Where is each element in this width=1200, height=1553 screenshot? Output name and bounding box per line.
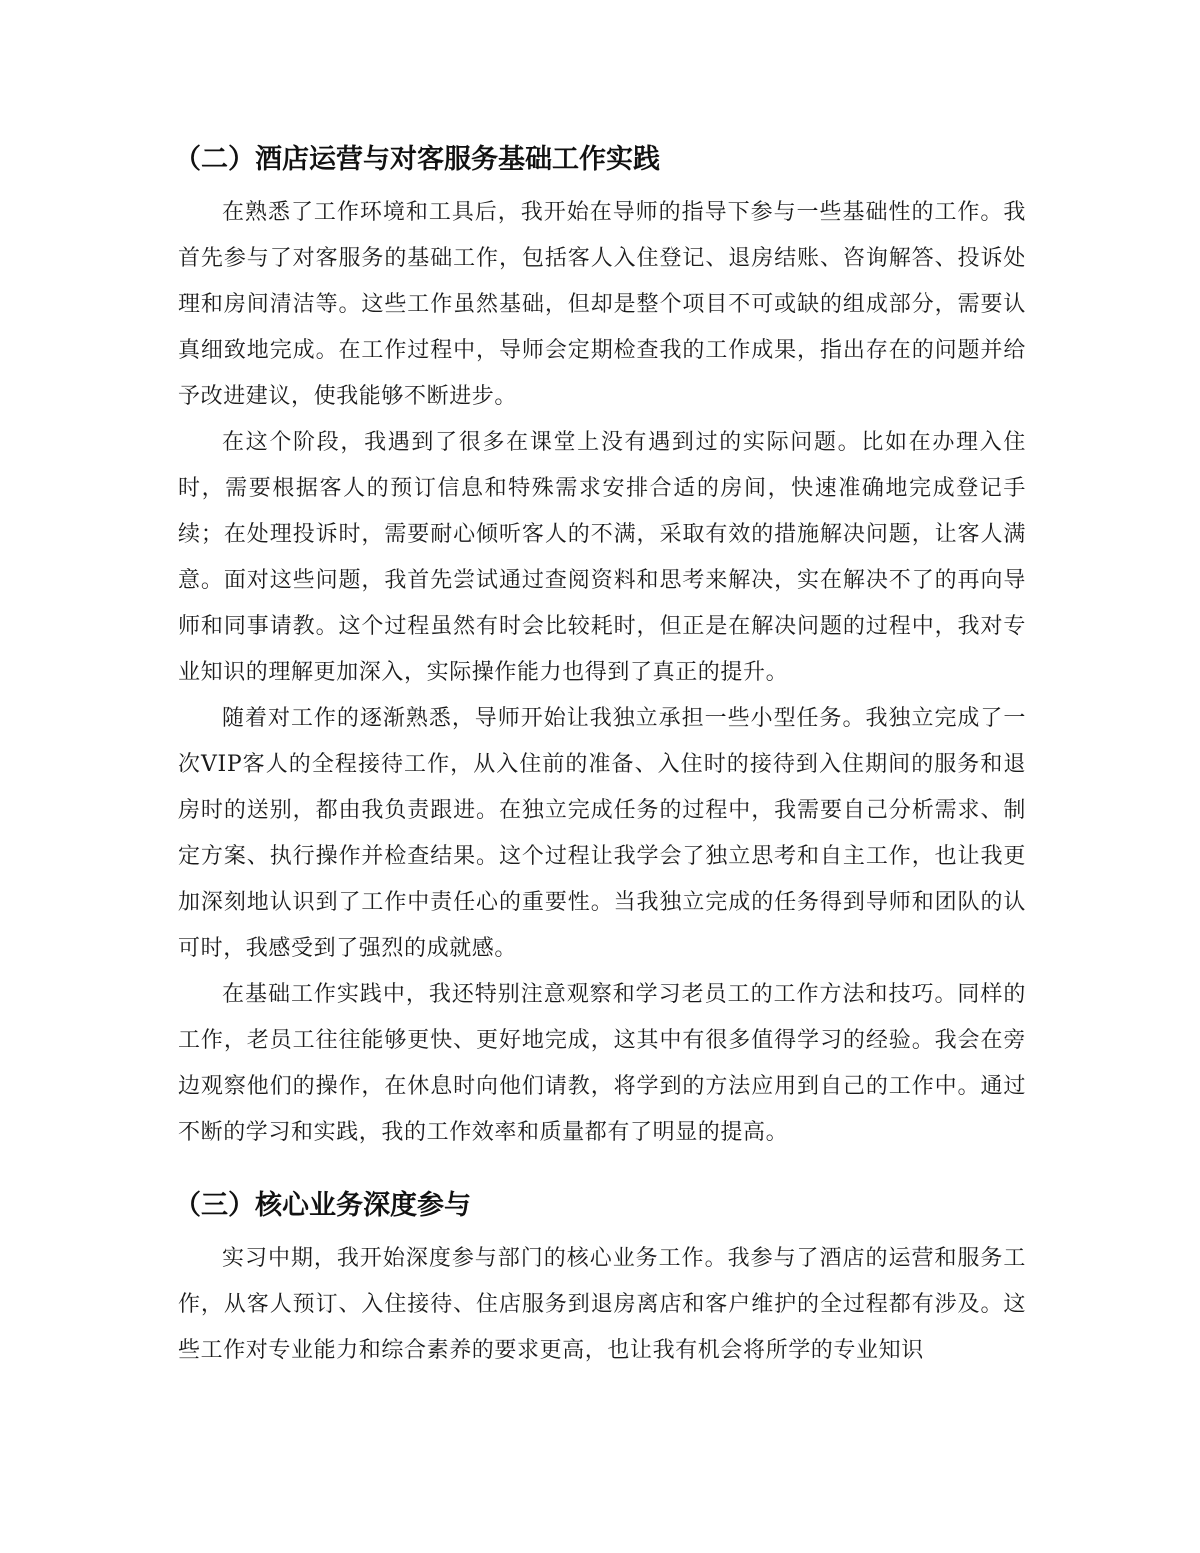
- paragraph: 随着对工作的逐渐熟悉，导师开始让我独立承担一些小型任务。我独立完成了一次VIP客人的全程接待工作，从入住前的准备、入住时的接待到入住期间的服务和退房时的送别，都由我负责跟进。在独立完成任务的过程中，我需要自己分析需求、制定方案、执行操作并检查结果。这个过程让我学会了独立思考和自主工作，也让我更加深刻地认识到了工作中责任心的重要性。当我独立完成的任务得到导师和团队的认可时，我感受到了强烈的成就感。: [178, 706, 1026, 961]
- section-heading-2: （二）酒店运营与对客服务基础工作实践: [174, 144, 660, 175]
- paragraph: 实习中期，我开始深度参与部门的核心业务工作。我参与了酒店的运营和服务工作，从客人预订、入住接待、住店服务到退房离店和客户维护的全过程都有涉及。这些工作对专业能力和综合素养的要求更高，也让我有机会将所学的专业知识: [178, 1246, 1026, 1363]
- paragraph: 在基础工作实践中，我还特别注意观察和学习老员工的工作方法和技巧。同样的工作，老员工往往能够更快、更好地完成，这其中有很多值得学习的经验。我会在旁边观察他们的操作，在休息时向他们请教，将学到的方法应用到自己的工作中。通过不断的学习和实践，我的工作效率和质量都有了明显的提高。: [178, 982, 1026, 1145]
- section-heading-3: （三）核心业务深度参与: [174, 1190, 471, 1221]
- document-body: [174, 140, 1026, 1374]
- paragraph: 在这个阶段，我遇到了很多在课堂上没有遇到过的实际问题。比如在办理入住时，需要根据客人的预订信息和特殊需求安排合适的房间，快速准确地完成登记手续；在处理投诉时，需要耐心倾听客人的不满，采取有效的措施解决问题，让客人满意。面对这些问题，我首先尝试通过查阅资料和思考来解决，实在解决不了的再向导师和同事请教。这个过程虽然有时会比较耗时，但正是在解决问题的过程中，我对专业知识的理解更加深入，实际操作能力也得到了真正的提升。: [178, 430, 1026, 685]
- paragraph: 在熟悉了工作环境和工具后，我开始在导师的指导下参与一些基础性的工作。我首先参与了对客服务的基础工作，包括客人入住登记、退房结账、咨询解答、投诉处理和房间清洁等。这些工作虽然基础，但却是整个项目不可或缺的组成部分，需要认真细致地完成。在工作过程中，导师会定期检查我的工作成果，指出存在的问题并给予改进建议，使我能够不断进步。: [178, 200, 1026, 409]
